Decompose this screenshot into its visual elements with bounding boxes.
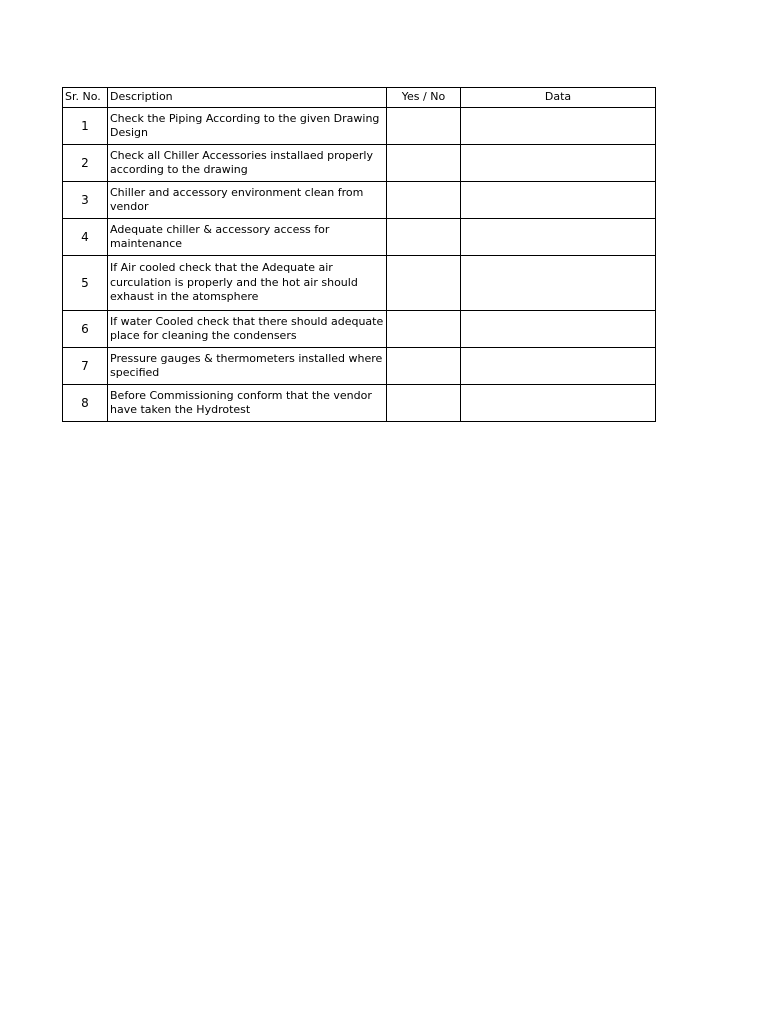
table-row bbox=[63, 145, 656, 182]
data-cell[interactable] bbox=[461, 219, 656, 256]
table-row bbox=[63, 348, 656, 385]
sr-no-cell: 1 bbox=[63, 108, 108, 145]
sr-no-cell: 2 bbox=[63, 145, 108, 182]
data-cell[interactable] bbox=[461, 348, 656, 385]
data-cell[interactable] bbox=[461, 108, 656, 145]
sr-no-cell: 8 bbox=[63, 385, 108, 422]
table-row bbox=[63, 385, 656, 422]
yes-no-cell[interactable] bbox=[387, 108, 461, 145]
header-description: Description bbox=[108, 88, 387, 108]
header-yes-no: Yes / No bbox=[387, 88, 461, 108]
yes-no-cell[interactable] bbox=[387, 348, 461, 385]
data-cell[interactable] bbox=[461, 311, 656, 348]
header-sr-no: Sr. No. bbox=[63, 88, 108, 108]
yes-no-cell[interactable] bbox=[387, 145, 461, 182]
description-cell: Check the Piping According to the given Drawing Design bbox=[108, 108, 387, 145]
yes-no-cell[interactable] bbox=[387, 256, 461, 311]
description-cell: If Air cooled check that the Adequate air curculation is properly and the hot air should exhaust in the atomsphere bbox=[108, 256, 387, 311]
description-cell: Before Commissioning conform that the vendor have taken the Hydrotest bbox=[108, 385, 387, 422]
yes-no-cell[interactable] bbox=[387, 385, 461, 422]
data-cell[interactable] bbox=[461, 182, 656, 219]
sr-no-cell: 6 bbox=[63, 311, 108, 348]
sr-no-cell: 5 bbox=[63, 256, 108, 311]
description-cell: If water Cooled check that there should adequate place for cleaning the condensers bbox=[108, 311, 387, 348]
sr-no-cell: 7 bbox=[63, 348, 108, 385]
yes-no-cell[interactable] bbox=[387, 182, 461, 219]
sr-no-cell: 4 bbox=[63, 219, 108, 256]
table-row bbox=[63, 311, 656, 348]
table-row bbox=[63, 182, 656, 219]
data-cell[interactable] bbox=[461, 256, 656, 311]
table-row bbox=[63, 256, 656, 311]
yes-no-cell[interactable] bbox=[387, 311, 461, 348]
description-cell: Check all Chiller Accessories installaed properly according to the drawing bbox=[108, 145, 387, 182]
table-row bbox=[63, 108, 656, 145]
header-data: Data bbox=[461, 88, 656, 108]
table-header-row bbox=[63, 88, 656, 108]
description-cell: Pressure gauges & thermometers installed where specified bbox=[108, 348, 387, 385]
description-cell: Adequate chiller & accessory access for maintenance bbox=[108, 219, 387, 256]
sr-no-cell: 3 bbox=[63, 182, 108, 219]
data-cell[interactable] bbox=[461, 385, 656, 422]
yes-no-cell[interactable] bbox=[387, 219, 461, 256]
checklist-table bbox=[62, 87, 656, 422]
description-cell: Chiller and accessory environment clean from vendor bbox=[108, 182, 387, 219]
table-row bbox=[63, 219, 656, 256]
data-cell[interactable] bbox=[461, 145, 656, 182]
